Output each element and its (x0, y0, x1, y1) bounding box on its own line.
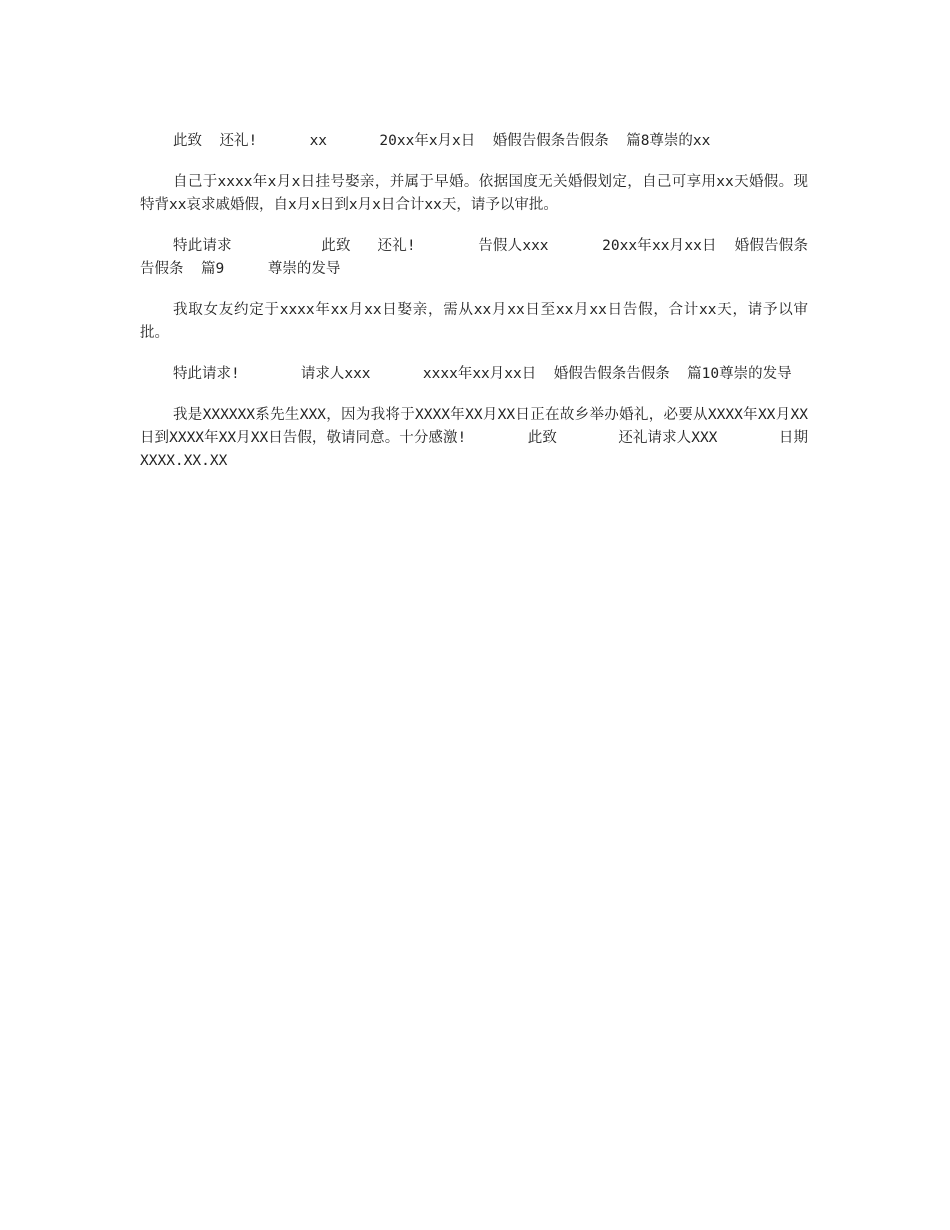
paragraph-2: 自己于xxxx年x月x日挂号娶亲，并属于早婚。依据国度无关婚假划定，自己可享用xx天婚假。现特背xx哀求戚婚假，自x月x日到x月x日合计xx天，请予以审批。 (140, 174, 808, 213)
paragraph-6: 我是XXXXXX系先生XXX，因为我将于XXXX年XX月XX日正在故乡举办婚礼，必要从XXXX年XX月XX日到XXXX年XX月XX日告假，敬请同意。十分感激! 此致 还礼请求人XXX 日期XXXX.XX.XX (140, 407, 808, 469)
paragraph-3: 特此请求 此致 还礼! 告假人xxx 20xx年xx月xx日 婚假告假条告假条 篇9 尊崇的发导 (140, 238, 808, 277)
paragraph-4: 我取女友约定于xxxx年xx月xx日娶亲，需从xx月xx日至xx月xx日告假，合计xx天，请予以审批。 (140, 302, 808, 341)
document-body (140, 130, 808, 491)
paragraph-1: 此致 还礼! xx 20xx年x月x日 婚假告假条告假条 篇8尊崇的xx (173, 133, 711, 149)
paragraph-5: 特此请求! 请求人xxx xxxx年xx月xx日 婚假告假条告假条 篇10尊崇的发导 (173, 366, 792, 382)
